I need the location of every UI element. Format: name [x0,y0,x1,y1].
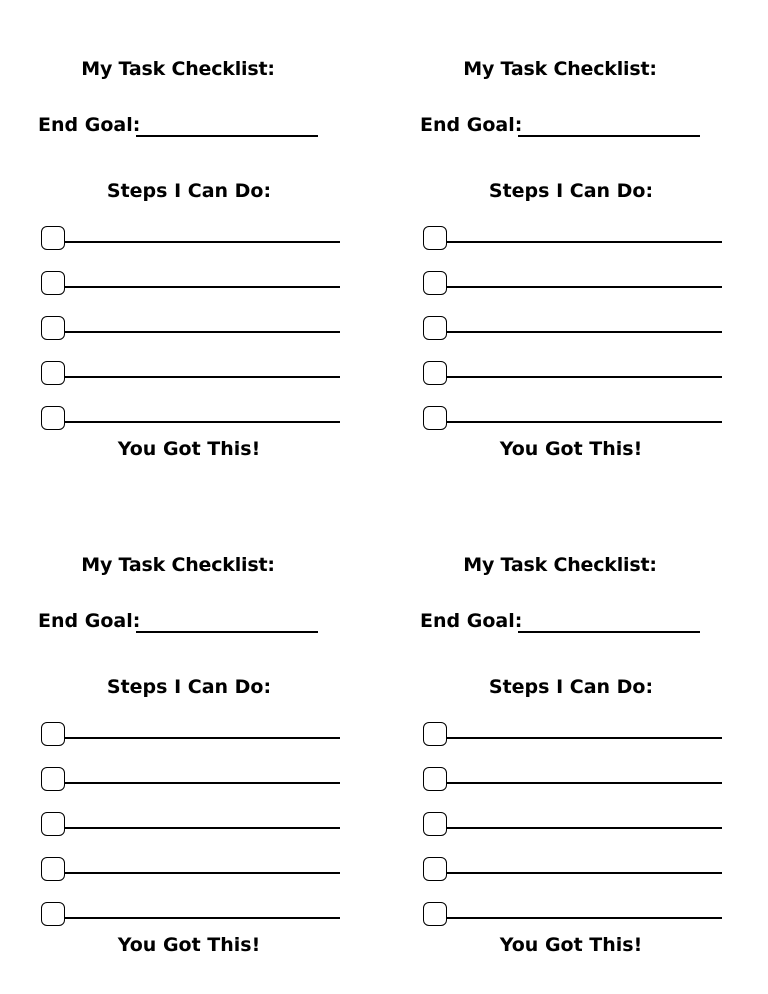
end-goal-row [38,114,328,140]
steps-heading: Steps I Can Do: [488,180,654,202]
step-checkbox[interactable] [423,271,447,295]
task-checklist-card [38,54,348,494]
step-checkbox[interactable] [423,722,447,746]
step-blank-line[interactable] [447,917,722,919]
step-blank-line[interactable] [65,737,340,739]
task-checklist-card [420,550,730,990]
step-item [423,406,723,432]
step-checkbox[interactable] [41,316,65,340]
step-item [41,406,341,432]
step-blank-line[interactable] [447,241,722,243]
step-item [423,812,723,838]
step-blank-line[interactable] [65,917,340,919]
end-goal-label: End Goal: [420,114,523,136]
step-item [423,767,723,793]
step-checkbox[interactable] [41,722,65,746]
end-goal-blank-line[interactable] [136,631,318,633]
step-checkbox[interactable] [423,226,447,250]
end-goal-row [420,610,710,636]
step-blank-line[interactable] [447,421,722,423]
encouragement-footer: You Got This! [499,438,643,460]
step-checkbox[interactable] [423,857,447,881]
step-item [423,857,723,883]
step-item [41,226,341,252]
step-blank-line[interactable] [65,782,340,784]
step-item [41,316,341,342]
steps-heading: Steps I Can Do: [106,676,272,698]
step-blank-line[interactable] [65,241,340,243]
step-checkbox[interactable] [41,812,65,836]
encouragement-footer: You Got This! [117,934,261,956]
step-item [41,812,341,838]
step-item [41,767,341,793]
step-item [41,857,341,883]
task-checklist-card [420,54,730,494]
encouragement-footer: You Got This! [117,438,261,460]
step-blank-line[interactable] [447,872,722,874]
steps-heading: Steps I Can Do: [106,180,272,202]
step-item [423,902,723,928]
step-blank-line[interactable] [65,872,340,874]
step-blank-line[interactable] [447,331,722,333]
step-checkbox[interactable] [41,857,65,881]
step-checkbox[interactable] [41,226,65,250]
step-blank-line[interactable] [447,782,722,784]
step-checkbox[interactable] [41,406,65,430]
step-blank-line[interactable] [65,421,340,423]
task-checklist-card [38,550,348,990]
step-item [423,271,723,297]
step-checkbox[interactable] [423,361,447,385]
checklist-title: My Task Checklist: [463,554,657,576]
step-item [41,361,341,387]
step-blank-line[interactable] [447,376,722,378]
end-goal-label: End Goal: [38,610,141,632]
step-blank-line[interactable] [447,827,722,829]
step-blank-line[interactable] [65,331,340,333]
step-item [423,722,723,748]
step-checkbox[interactable] [423,812,447,836]
step-item [423,316,723,342]
step-checkbox[interactable] [423,316,447,340]
step-blank-line[interactable] [65,286,340,288]
step-blank-line[interactable] [65,827,340,829]
checklist-title: My Task Checklist: [463,58,657,80]
step-checkbox[interactable] [41,767,65,791]
step-item [41,271,341,297]
step-checkbox[interactable] [41,271,65,295]
step-checkbox[interactable] [423,902,447,926]
end-goal-row [420,114,710,140]
end-goal-blank-line[interactable] [518,135,700,137]
end-goal-blank-line[interactable] [136,135,318,137]
end-goal-label: End Goal: [420,610,523,632]
steps-heading: Steps I Can Do: [488,676,654,698]
step-checkbox[interactable] [423,406,447,430]
checklist-title: My Task Checklist: [81,554,275,576]
end-goal-row [38,610,328,636]
step-item [423,361,723,387]
step-item [41,722,341,748]
step-checkbox[interactable] [41,361,65,385]
step-checkbox[interactable] [423,767,447,791]
end-goal-blank-line[interactable] [518,631,700,633]
step-blank-line[interactable] [447,737,722,739]
step-blank-line[interactable] [65,376,340,378]
step-blank-line[interactable] [447,286,722,288]
step-checkbox[interactable] [41,902,65,926]
end-goal-label: End Goal: [38,114,141,136]
step-item [41,902,341,928]
step-item [423,226,723,252]
checklist-title: My Task Checklist: [81,58,275,80]
encouragement-footer: You Got This! [499,934,643,956]
